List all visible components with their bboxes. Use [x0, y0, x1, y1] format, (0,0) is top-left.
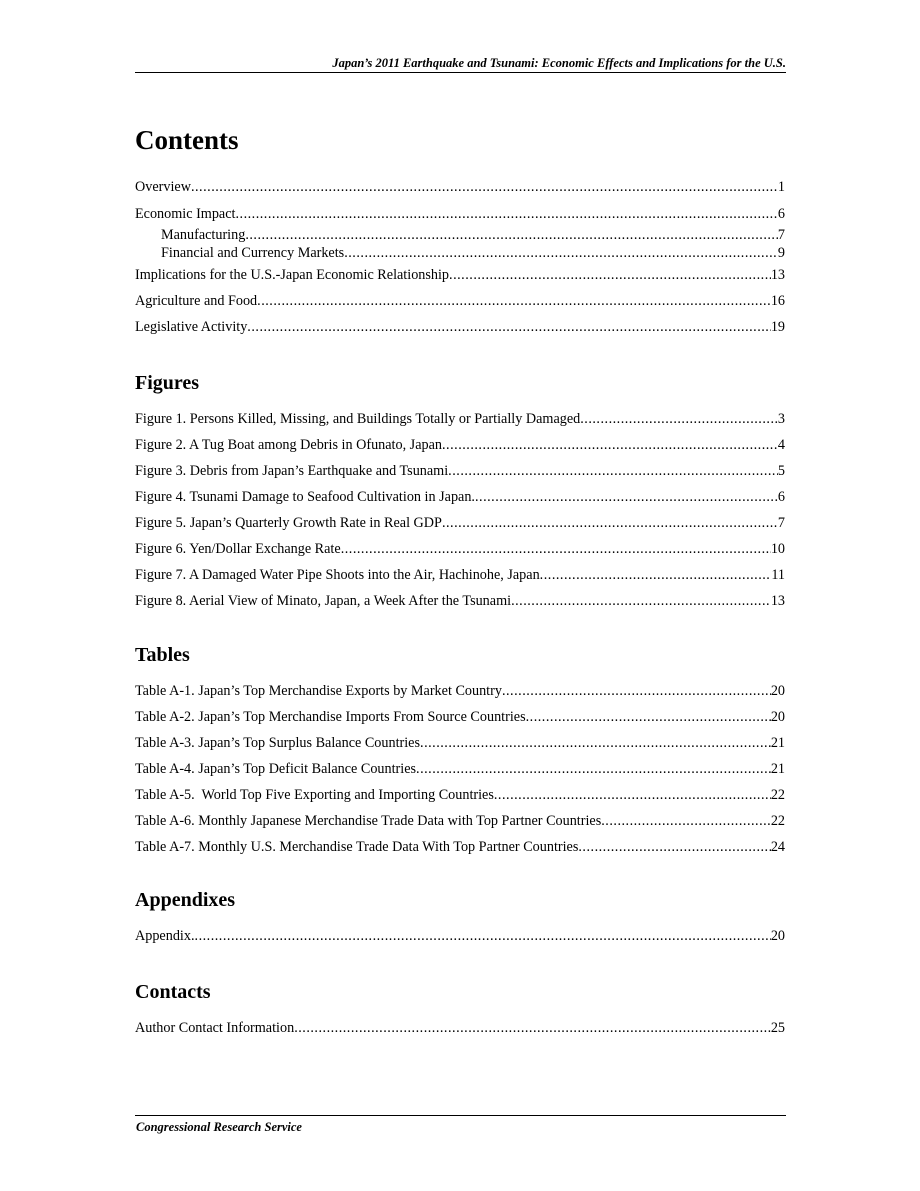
toc-entry-agriculture[interactable] — [135, 292, 785, 310]
leader-dots — [344, 244, 778, 262]
toc-entry-text: Figure 8. Aerial View of Minato, Japan, a Week After the Tsunami — [135, 593, 512, 609]
footer-rule — [135, 1115, 786, 1116]
toc-page-number: 1 — [777, 179, 785, 195]
toc-entry-text: Table A-2. Japan’s Top Merchandise Imports From Source Countries — [135, 709, 526, 725]
header-rule — [135, 72, 786, 73]
leader-dots — [448, 462, 778, 480]
toc-entry-table-a5[interactable] — [135, 786, 785, 804]
leader-dots — [601, 812, 771, 830]
toc-page-number: 21 — [770, 761, 785, 777]
toc-entry-text: Figure 5. Japan’s Quarterly Growth Rate in Real GDP — [135, 515, 442, 531]
running-header: Japan’s 2011 Earthquake and Tsunami: Economic Effects and Implications for the U.S. — [332, 56, 786, 70]
toc-entry-table-a2[interactable] — [135, 708, 785, 726]
toc-page-number: 22 — [770, 813, 785, 829]
toc-entry-text: Table A-4. Japan’s Top Deficit Balance Countries — [135, 761, 417, 777]
toc-page-number: 20 — [770, 683, 785, 699]
leader-dots — [511, 592, 771, 610]
toc-entry-figure-8[interactable] — [135, 592, 785, 610]
toc-entry-text: Figure 7. A Damaged Water Pipe Shoots into the Air, Hachinohe, Japan — [135, 567, 540, 583]
leader-dots — [442, 436, 778, 454]
toc-entry-text: Implications for the U.S.-Japan Economic Relationship — [135, 267, 450, 283]
page-footer: Congressional Research Service — [136, 1120, 302, 1134]
leader-dots — [195, 927, 771, 945]
toc-page-number: 10 — [770, 541, 785, 557]
figures-title: Figures — [135, 372, 200, 394]
toc-entry-figure-7[interactable] — [135, 566, 785, 584]
toc-entry-legislative[interactable] — [135, 318, 785, 336]
toc-entry-figure-3[interactable] — [135, 462, 785, 480]
leader-dots — [475, 488, 778, 506]
leader-dots — [449, 266, 771, 284]
toc-entry-text: Legislative Activity — [135, 319, 248, 335]
toc-entry-text: Figure 3. Debris from Japan’s Earthquake and Tsunami — [135, 463, 449, 479]
toc-page-number: 7 — [777, 227, 785, 243]
toc-entry-text: Manufacturing — [161, 227, 246, 243]
toc-entry-text: Table A-3. Japan’s Top Surplus Balance Countries — [135, 735, 421, 751]
toc-entry-table-a7[interactable] — [135, 838, 785, 856]
leader-dots — [245, 226, 778, 244]
toc-page-number: 19 — [770, 319, 785, 335]
toc-entry-text: Table A-7. Monthly U.S. Merchandise Trade Data With Top Partner Countries — [135, 839, 579, 855]
leader-dots — [257, 292, 771, 310]
leader-dots — [191, 178, 778, 196]
toc-entry-text: Figure 1. Persons Killed, Missing, and Buildings Totally or Partially Damaged — [135, 411, 581, 427]
toc-entry-text: Table A-6. Monthly Japanese Merchandise Trade Data with Top Partner Countries — [135, 813, 602, 829]
leader-dots — [341, 540, 771, 558]
leader-dots — [578, 838, 770, 856]
leader-dots — [526, 708, 771, 726]
toc-entry-figure-5[interactable] — [135, 514, 785, 532]
toc-entry-table-a6[interactable] — [135, 812, 785, 830]
toc-entry-text: Figure 6. Yen/Dollar Exchange Rate — [135, 541, 341, 557]
toc-page-number: 21 — [770, 735, 785, 751]
toc-page-number: 4 — [777, 437, 785, 453]
toc-page-number: 11 — [771, 567, 785, 583]
toc-entry-financial-markets[interactable] — [161, 244, 785, 262]
toc-entry-text: Financial and Currency Markets — [161, 245, 345, 261]
toc-entry-text: Appendix. — [135, 928, 195, 944]
toc-page-number: 6 — [777, 206, 785, 222]
toc-entry-text: Figure 2. A Tug Boat among Debris in Ofunato, Japan — [135, 437, 442, 453]
leader-dots — [502, 682, 771, 700]
toc-entry-economic-impact[interactable] — [135, 205, 785, 223]
toc-entry-implications[interactable] — [135, 266, 785, 284]
toc-page-number: 3 — [777, 411, 785, 427]
leader-dots — [540, 566, 772, 584]
toc-entry-figure-1[interactable] — [135, 410, 785, 428]
toc-entry-text: Overview — [135, 179, 191, 195]
leader-dots — [420, 734, 771, 752]
toc-entry-appendix[interactable] — [135, 927, 785, 945]
toc-page-number: 9 — [777, 245, 785, 261]
toc-entry-figure-6[interactable] — [135, 540, 785, 558]
toc-page-number: 22 — [770, 787, 785, 803]
toc-page-number: 20 — [770, 709, 785, 725]
toc-page-number: 5 — [777, 463, 785, 479]
toc-entry-overview[interactable] — [135, 178, 785, 196]
toc-entry-text: Author Contact Information — [135, 1020, 295, 1036]
toc-entry-text: Table A-1. Japan’s Top Merchandise Exports by Market Country — [135, 683, 502, 699]
appendixes-title: Appendixes — [135, 889, 236, 911]
leader-dots — [416, 760, 771, 778]
toc-page-number: 7 — [777, 515, 785, 531]
tables-title: Tables — [135, 644, 190, 666]
toc-entry-text: Figure 4. Tsunami Damage to Seafood Cultivation in Japan. — [135, 489, 475, 505]
leader-dots — [442, 514, 778, 532]
toc-page-number: 16 — [770, 293, 785, 309]
toc-entry-text: Economic Impact — [135, 206, 236, 222]
toc-page-number: 13 — [770, 267, 785, 283]
toc-entry-figure-4[interactable] — [135, 488, 785, 506]
leader-dots — [294, 1019, 771, 1037]
contacts-title: Contacts — [135, 981, 211, 1003]
toc-entry-author-contact[interactable] — [135, 1019, 785, 1037]
leader-dots — [580, 410, 778, 428]
toc-entry-table-a3[interactable] — [135, 734, 785, 752]
toc-entry-text: Table A-5. World Top Five Exporting and Importing Countries — [135, 787, 494, 803]
contents-title: Contents — [135, 125, 239, 155]
toc-entry-figure-2[interactable] — [135, 436, 785, 454]
toc-entry-manufacturing[interactable] — [161, 226, 785, 244]
toc-page-number: 20 — [770, 928, 785, 944]
toc-page-number: 13 — [770, 593, 785, 609]
toc-page-number: 6 — [777, 489, 785, 505]
leader-dots — [235, 205, 777, 223]
toc-page-number: 24 — [770, 839, 785, 855]
leader-dots — [247, 318, 771, 336]
toc-page-number: 25 — [770, 1020, 785, 1036]
leader-dots — [494, 786, 771, 804]
toc-entry-table-a4[interactable] — [135, 760, 785, 778]
toc-entry-table-a1[interactable] — [135, 682, 785, 700]
toc-entry-text: Agriculture and Food — [135, 293, 258, 309]
